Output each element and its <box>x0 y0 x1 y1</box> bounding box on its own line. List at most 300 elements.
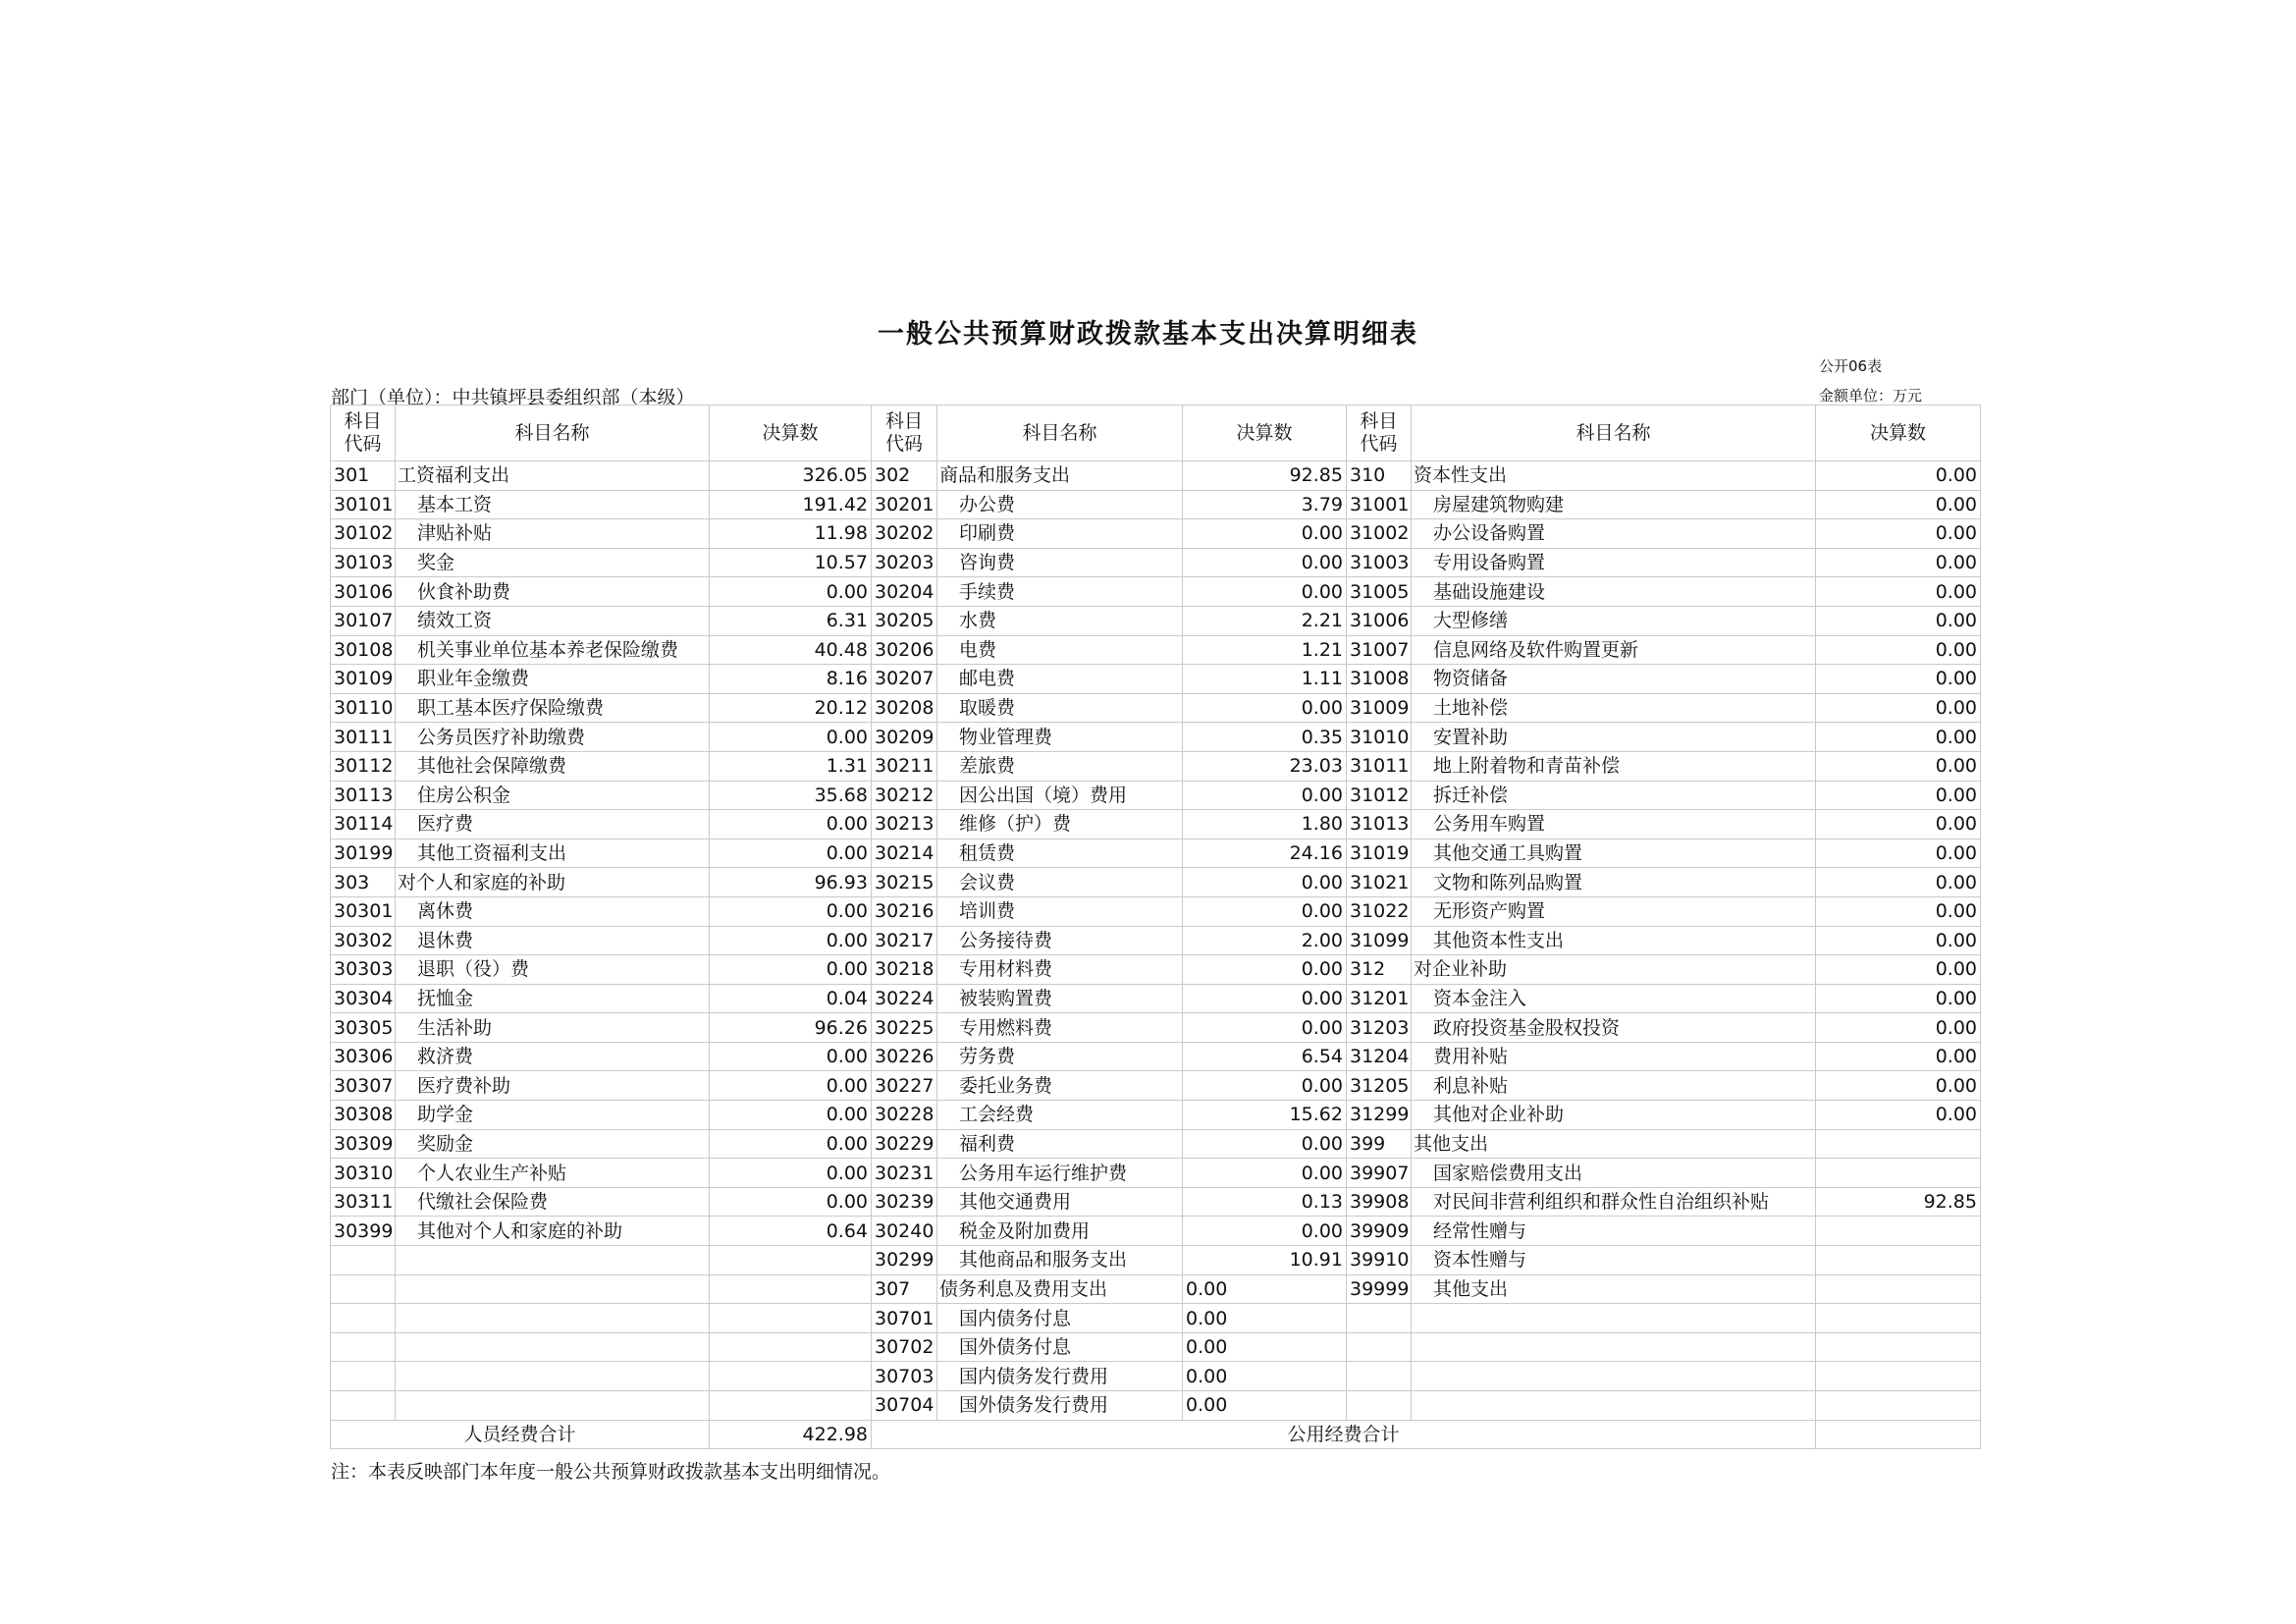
table-row <box>331 1071 1981 1101</box>
subject-name: 医疗费补助 <box>396 1071 710 1101</box>
subject-name: 其他交通费用 <box>937 1187 1183 1217</box>
amount-value: 0.04 <box>710 984 872 1013</box>
subject-code: 30227 <box>872 1071 937 1101</box>
subject-code: 30112 <box>331 751 396 781</box>
subject-name: 工会经费 <box>937 1101 1183 1130</box>
subject-name: 公务员医疗补助缴费 <box>396 723 710 752</box>
amount-value <box>710 1274 872 1304</box>
subject-code: 30311 <box>331 1187 396 1217</box>
table-row <box>331 810 1981 839</box>
subject-name <box>1412 1304 1816 1333</box>
subject-name: 手续费 <box>937 577 1183 607</box>
subject-name: 公务接待费 <box>937 926 1183 955</box>
amount-value: 0.00 <box>1816 926 1981 955</box>
subject-code: 310 <box>1347 461 1412 491</box>
subject-code <box>331 1332 396 1362</box>
page-title: 一般公共预算财政拨款基本支出决算明细表 <box>878 319 1418 350</box>
subject-code <box>331 1391 396 1421</box>
table-row <box>331 665 1981 694</box>
subject-code: 30702 <box>872 1332 937 1362</box>
amount-value: 1.31 <box>710 751 872 781</box>
amount-value: 0.00 <box>1183 548 1347 577</box>
amount-value: 0.00 <box>1816 577 1981 607</box>
table-row <box>331 1274 1981 1304</box>
subject-name: 其他支出 <box>1412 1274 1816 1304</box>
amount-value: 0.00 <box>1183 781 1347 810</box>
table-row <box>331 896 1981 926</box>
subject-name: 地上附着物和青苗补偿 <box>1412 751 1816 781</box>
amount-value: 0.64 <box>710 1217 872 1246</box>
subject-code: 30206 <box>872 635 937 665</box>
amount-value <box>710 1332 872 1362</box>
subject-code <box>331 1362 396 1391</box>
subject-name: 其他工资福利支出 <box>396 839 710 868</box>
subject-code: 31003 <box>1347 548 1412 577</box>
totals-row <box>331 1420 1981 1449</box>
amount-value: 0.00 <box>710 1159 872 1188</box>
subject-name: 退职（役）费 <box>396 955 710 985</box>
subject-name: 津贴补贴 <box>396 519 710 549</box>
subject-name: 生活补助 <box>396 1013 710 1043</box>
amount-value: 0.00 <box>710 955 872 985</box>
subject-code: 30208 <box>872 693 937 723</box>
personnel-total-value: 422.98 <box>710 1420 872 1449</box>
amount-unit: 金额单位：万元 <box>1819 387 1923 405</box>
table-row <box>331 926 1981 955</box>
amount-value: 0.00 <box>1183 1129 1347 1159</box>
subject-code: 30202 <box>872 519 937 549</box>
subject-code: 30103 <box>331 548 396 577</box>
amount-value: 6.54 <box>1183 1042 1347 1071</box>
department-label: 部门（单位）：中共镇坪县委组织部（本级） <box>331 387 695 408</box>
subject-name: 咨询费 <box>937 548 1183 577</box>
subject-code: 31299 <box>1347 1101 1412 1130</box>
amount-value: 20.12 <box>710 693 872 723</box>
table-row <box>331 868 1981 897</box>
amount-value <box>710 1304 872 1333</box>
subject-code: 30218 <box>872 955 937 985</box>
subject-code: 30704 <box>872 1391 937 1421</box>
table-row <box>331 1101 1981 1130</box>
subject-name: 基础设施建设 <box>1412 577 1816 607</box>
subject-code: 31013 <box>1347 810 1412 839</box>
subject-name: 专用燃料费 <box>937 1013 1183 1043</box>
table-row <box>331 1362 1981 1391</box>
personnel-total-label: 人员经费合计 <box>331 1420 710 1449</box>
amount-value <box>1816 1362 1981 1391</box>
subject-name: 房屋建筑物购建 <box>1412 490 1816 519</box>
table-header-row <box>331 406 1981 461</box>
amount-value: 0.00 <box>1816 548 1981 577</box>
amount-value: 0.00 <box>1816 1101 1981 1130</box>
amount-value: 0.00 <box>1183 577 1347 607</box>
amount-value: 0.00 <box>1183 1332 1347 1362</box>
subject-name <box>1412 1391 1816 1421</box>
amount-value: 1.11 <box>1183 665 1347 694</box>
amount-value: 0.00 <box>1816 810 1981 839</box>
subject-code: 312 <box>1347 955 1412 985</box>
expenditure-table <box>330 405 1981 1449</box>
subject-code: 30309 <box>331 1129 396 1159</box>
amount-value: 0.00 <box>710 810 872 839</box>
subject-name: 伙食补助费 <box>396 577 710 607</box>
subject-code: 30216 <box>872 896 937 926</box>
amount-value: 0.00 <box>710 926 872 955</box>
amount-value: 0.00 <box>1816 635 1981 665</box>
subject-name: 公务用车运行维护费 <box>937 1159 1183 1188</box>
amount-value: 191.42 <box>710 490 872 519</box>
subject-name: 邮电费 <box>937 665 1183 694</box>
amount-value: 0.00 <box>1816 461 1981 491</box>
amount-value: 0.00 <box>1816 693 1981 723</box>
subject-name: 职工基本医疗保险缴费 <box>396 693 710 723</box>
amount-value: 96.26 <box>710 1013 872 1043</box>
subject-code: 30229 <box>872 1129 937 1159</box>
subject-code: 30111 <box>331 723 396 752</box>
amount-value: 1.21 <box>1183 635 1347 665</box>
subject-code: 30239 <box>872 1187 937 1217</box>
subject-name: 工资福利支出 <box>396 461 710 491</box>
subject-name: 资本性赠与 <box>1412 1246 1816 1275</box>
subject-name: 安置补助 <box>1412 723 1816 752</box>
public-total-value <box>1816 1420 1981 1449</box>
subject-code: 30204 <box>872 577 937 607</box>
amount-value: 0.00 <box>1183 896 1347 926</box>
subject-name: 福利费 <box>937 1129 1183 1159</box>
amount-value: 24.16 <box>1183 839 1347 868</box>
amount-value: 0.00 <box>1183 1304 1347 1333</box>
subject-code: 39910 <box>1347 1246 1412 1275</box>
subject-name: 机关事业单位基本养老保险缴费 <box>396 635 710 665</box>
subject-code: 31009 <box>1347 693 1412 723</box>
subject-name: 文物和陈列品购置 <box>1412 868 1816 897</box>
amount-value: 0.00 <box>1183 955 1347 985</box>
amount-value: 0.13 <box>1183 1187 1347 1217</box>
subject-code: 303 <box>331 868 396 897</box>
subject-name: 其他交通工具购置 <box>1412 839 1816 868</box>
subject-name: 助学金 <box>396 1101 710 1130</box>
subject-name: 差旅费 <box>937 751 1183 781</box>
amount-value: 0.00 <box>710 896 872 926</box>
subject-code: 30213 <box>872 810 937 839</box>
table-row <box>331 1332 1981 1362</box>
amount-value <box>1816 1274 1981 1304</box>
amount-value: 0.00 <box>1183 1391 1347 1421</box>
subject-name: 被装购置费 <box>937 984 1183 1013</box>
amount-value: 0.00 <box>710 577 872 607</box>
subject-code <box>1347 1362 1412 1391</box>
subject-code: 30217 <box>872 926 937 955</box>
amount-value: 0.00 <box>710 1187 872 1217</box>
subject-code: 31008 <box>1347 665 1412 694</box>
header-name-1: 科目名称 <box>396 406 710 461</box>
subject-code: 30301 <box>331 896 396 926</box>
subject-code: 39908 <box>1347 1187 1412 1217</box>
table-row <box>331 723 1981 752</box>
subject-name <box>396 1274 710 1304</box>
subject-name: 会议费 <box>937 868 1183 897</box>
subject-code: 30212 <box>872 781 937 810</box>
subject-name: 其他对企业补助 <box>1412 1101 1816 1130</box>
amount-value: 2.00 <box>1183 926 1347 955</box>
amount-value: 0.00 <box>1183 1071 1347 1101</box>
header-code-text: 科目 代码 <box>1360 410 1398 455</box>
amount-value: 0.00 <box>1816 896 1981 926</box>
header-name-2: 科目名称 <box>937 406 1183 461</box>
table-row <box>331 839 1981 868</box>
subject-code: 31099 <box>1347 926 1412 955</box>
subject-code: 30201 <box>872 490 937 519</box>
table-row <box>331 781 1981 810</box>
subject-code: 31001 <box>1347 490 1412 519</box>
amount-value: 8.16 <box>710 665 872 694</box>
subject-code: 30107 <box>331 606 396 635</box>
amount-value: 0.00 <box>1816 665 1981 694</box>
subject-name <box>1412 1332 1816 1362</box>
table-row <box>331 519 1981 549</box>
subject-name: 代缴社会保险费 <box>396 1187 710 1217</box>
subject-name: 对民间非营利组织和群众性自治组织补贴 <box>1412 1187 1816 1217</box>
subject-name <box>396 1332 710 1362</box>
subject-code: 30211 <box>872 751 937 781</box>
subject-name: 其他社会保障缴费 <box>396 751 710 781</box>
subject-name: 维修（护）费 <box>937 810 1183 839</box>
form-number: 公开06表 <box>1819 357 1883 375</box>
subject-name: 商品和服务支出 <box>937 461 1183 491</box>
subject-code: 31011 <box>1347 751 1412 781</box>
amount-value: 0.00 <box>1816 1071 1981 1101</box>
table-row <box>331 635 1981 665</box>
amount-value: 0.00 <box>710 839 872 868</box>
subject-code: 30307 <box>331 1071 396 1101</box>
subject-code: 30306 <box>331 1042 396 1071</box>
subject-name: 奖励金 <box>396 1129 710 1159</box>
table-row <box>331 1187 1981 1217</box>
subject-code <box>331 1304 396 1333</box>
subject-code: 30703 <box>872 1362 937 1391</box>
amount-value: 0.00 <box>1816 723 1981 752</box>
subject-code: 30224 <box>872 984 937 1013</box>
amount-value: 35.68 <box>710 781 872 810</box>
amount-value: 0.00 <box>710 723 872 752</box>
subject-name: 抚恤金 <box>396 984 710 1013</box>
amount-value <box>710 1246 872 1275</box>
subject-name: 信息网络及软件购置更新 <box>1412 635 1816 665</box>
subject-code: 31201 <box>1347 984 1412 1013</box>
subject-name: 国外债务发行费用 <box>937 1391 1183 1421</box>
subject-name: 其他支出 <box>1412 1129 1816 1159</box>
subject-name: 经常性赠与 <box>1412 1217 1816 1246</box>
subject-code: 30113 <box>331 781 396 810</box>
subject-name: 劳务费 <box>937 1042 1183 1071</box>
subject-name: 水费 <box>937 606 1183 635</box>
amount-value: 23.03 <box>1183 751 1347 781</box>
amount-value <box>1816 1304 1981 1333</box>
subject-name <box>396 1391 710 1421</box>
subject-code: 30207 <box>872 665 937 694</box>
subject-code: 30228 <box>872 1101 937 1130</box>
amount-value: 0.00 <box>1816 839 1981 868</box>
amount-value: 0.00 <box>1183 1274 1347 1304</box>
amount-value: 3.79 <box>1183 490 1347 519</box>
amount-value: 6.31 <box>710 606 872 635</box>
subject-code: 39909 <box>1347 1217 1412 1246</box>
table-row <box>331 1304 1981 1333</box>
subject-code: 399 <box>1347 1129 1412 1159</box>
amount-value: 40.48 <box>710 635 872 665</box>
subject-name <box>396 1362 710 1391</box>
subject-code: 31019 <box>1347 839 1412 868</box>
subject-code: 30199 <box>331 839 396 868</box>
table-row <box>331 1217 1981 1246</box>
subject-code: 30240 <box>872 1217 937 1246</box>
subject-name: 大型修缮 <box>1412 606 1816 635</box>
subject-name: 国家赔偿费用支出 <box>1412 1159 1816 1188</box>
subject-name: 专用设备购置 <box>1412 548 1816 577</box>
subject-name: 离休费 <box>396 896 710 926</box>
table-row <box>331 693 1981 723</box>
table-row <box>331 1013 1981 1043</box>
subject-name: 其他商品和服务支出 <box>937 1246 1183 1275</box>
amount-value: 0.00 <box>1816 984 1981 1013</box>
subject-name: 政府投资基金股权投资 <box>1412 1013 1816 1043</box>
subject-code: 30215 <box>872 868 937 897</box>
subject-code: 30302 <box>331 926 396 955</box>
amount-value: 0.00 <box>1816 868 1981 897</box>
subject-name: 取暖费 <box>937 693 1183 723</box>
subject-name: 奖金 <box>396 548 710 577</box>
subject-code: 30102 <box>331 519 396 549</box>
subject-name: 对企业补助 <box>1412 955 1816 985</box>
subject-code: 30226 <box>872 1042 937 1071</box>
amount-value: 10.91 <box>1183 1246 1347 1275</box>
subject-name: 职业年金缴费 <box>396 665 710 694</box>
subject-code: 31022 <box>1347 896 1412 926</box>
amount-value: 0.00 <box>1816 1013 1981 1043</box>
subject-code: 39907 <box>1347 1159 1412 1188</box>
header-amount-3: 决算数 <box>1816 406 1981 461</box>
amount-value: 326.05 <box>710 461 872 491</box>
header-code-3 <box>1347 406 1412 461</box>
amount-value: 0.00 <box>1183 1362 1347 1391</box>
subject-code: 39999 <box>1347 1274 1412 1304</box>
subject-code: 30209 <box>872 723 937 752</box>
table-row <box>331 955 1981 985</box>
subject-code: 30109 <box>331 665 396 694</box>
amount-value: 92.85 <box>1816 1187 1981 1217</box>
subject-name: 无形资产购置 <box>1412 896 1816 926</box>
subject-name: 救济费 <box>396 1042 710 1071</box>
subject-code: 30205 <box>872 606 937 635</box>
amount-value: 0.00 <box>1183 868 1347 897</box>
amount-value: 0.00 <box>1183 693 1347 723</box>
subject-name: 办公设备购置 <box>1412 519 1816 549</box>
subject-code: 31005 <box>1347 577 1412 607</box>
header-amount-1: 决算数 <box>710 406 872 461</box>
subject-name: 物资储备 <box>1412 665 1816 694</box>
subject-code <box>331 1246 396 1275</box>
subject-name: 拆迁补偿 <box>1412 781 1816 810</box>
header-code-1 <box>331 406 396 461</box>
subject-code <box>1347 1391 1412 1421</box>
subject-name: 对个人和家庭的补助 <box>396 868 710 897</box>
subject-code: 31204 <box>1347 1042 1412 1071</box>
amount-value <box>710 1391 872 1421</box>
subject-code: 30304 <box>331 984 396 1013</box>
amount-value: 2.21 <box>1183 606 1347 635</box>
table-note: 注：本表反映部门本年度一般公共预算财政拨款基本支出明细情况。 <box>331 1461 891 1483</box>
subject-name: 培训费 <box>937 896 1183 926</box>
subject-name: 绩效工资 <box>396 606 710 635</box>
subject-code: 30303 <box>331 955 396 985</box>
table-row <box>331 461 1981 491</box>
subject-name <box>396 1304 710 1333</box>
table-row <box>331 1042 1981 1071</box>
subject-code: 30310 <box>331 1159 396 1188</box>
amount-value <box>710 1362 872 1391</box>
subject-code: 30214 <box>872 839 937 868</box>
subject-code <box>331 1274 396 1304</box>
subject-code <box>1347 1332 1412 1362</box>
amount-value: 0.00 <box>1816 751 1981 781</box>
subject-name: 退休费 <box>396 926 710 955</box>
subject-name: 印刷费 <box>937 519 1183 549</box>
subject-name: 个人农业生产补贴 <box>396 1159 710 1188</box>
table-row <box>331 490 1981 519</box>
subject-code: 30101 <box>331 490 396 519</box>
subject-name: 因公出国（境）费用 <box>937 781 1183 810</box>
amount-value <box>1816 1129 1981 1159</box>
amount-value: 0.00 <box>1183 1013 1347 1043</box>
subject-code: 302 <box>872 461 937 491</box>
amount-value <box>1816 1391 1981 1421</box>
subject-code: 30203 <box>872 548 937 577</box>
amount-value: 0.00 <box>710 1071 872 1101</box>
subject-name <box>396 1246 710 1275</box>
amount-value: 1.80 <box>1183 810 1347 839</box>
amount-value: 0.00 <box>1816 781 1981 810</box>
subject-name: 基本工资 <box>396 490 710 519</box>
subject-code: 30106 <box>331 577 396 607</box>
amount-value: 0.00 <box>1183 519 1347 549</box>
subject-name: 国内债务发行费用 <box>937 1362 1183 1391</box>
table-row <box>331 1159 1981 1188</box>
subject-name: 国内债务付息 <box>937 1304 1183 1333</box>
subject-name: 办公费 <box>937 490 1183 519</box>
table-row <box>331 751 1981 781</box>
table-row <box>331 1246 1981 1275</box>
header-name-3: 科目名称 <box>1412 406 1816 461</box>
subject-name: 公务用车购置 <box>1412 810 1816 839</box>
subject-code: 30308 <box>331 1101 396 1130</box>
header-code-text: 科目 代码 <box>884 410 923 455</box>
amount-value: 0.00 <box>1183 1217 1347 1246</box>
subject-code: 30231 <box>872 1159 937 1188</box>
subject-name: 其他资本性支出 <box>1412 926 1816 955</box>
subject-name: 债务利息及费用支出 <box>937 1274 1183 1304</box>
subject-code: 30108 <box>331 635 396 665</box>
subject-code: 31006 <box>1347 606 1412 635</box>
subject-name <box>1412 1362 1816 1391</box>
subject-code: 307 <box>872 1274 937 1304</box>
subject-code: 30225 <box>872 1013 937 1043</box>
amount-value <box>1816 1217 1981 1246</box>
amount-value <box>1816 1159 1981 1188</box>
table-row <box>331 548 1981 577</box>
amount-value: 92.85 <box>1183 461 1347 491</box>
amount-value: 0.00 <box>710 1042 872 1071</box>
amount-value: 0.35 <box>1183 723 1347 752</box>
